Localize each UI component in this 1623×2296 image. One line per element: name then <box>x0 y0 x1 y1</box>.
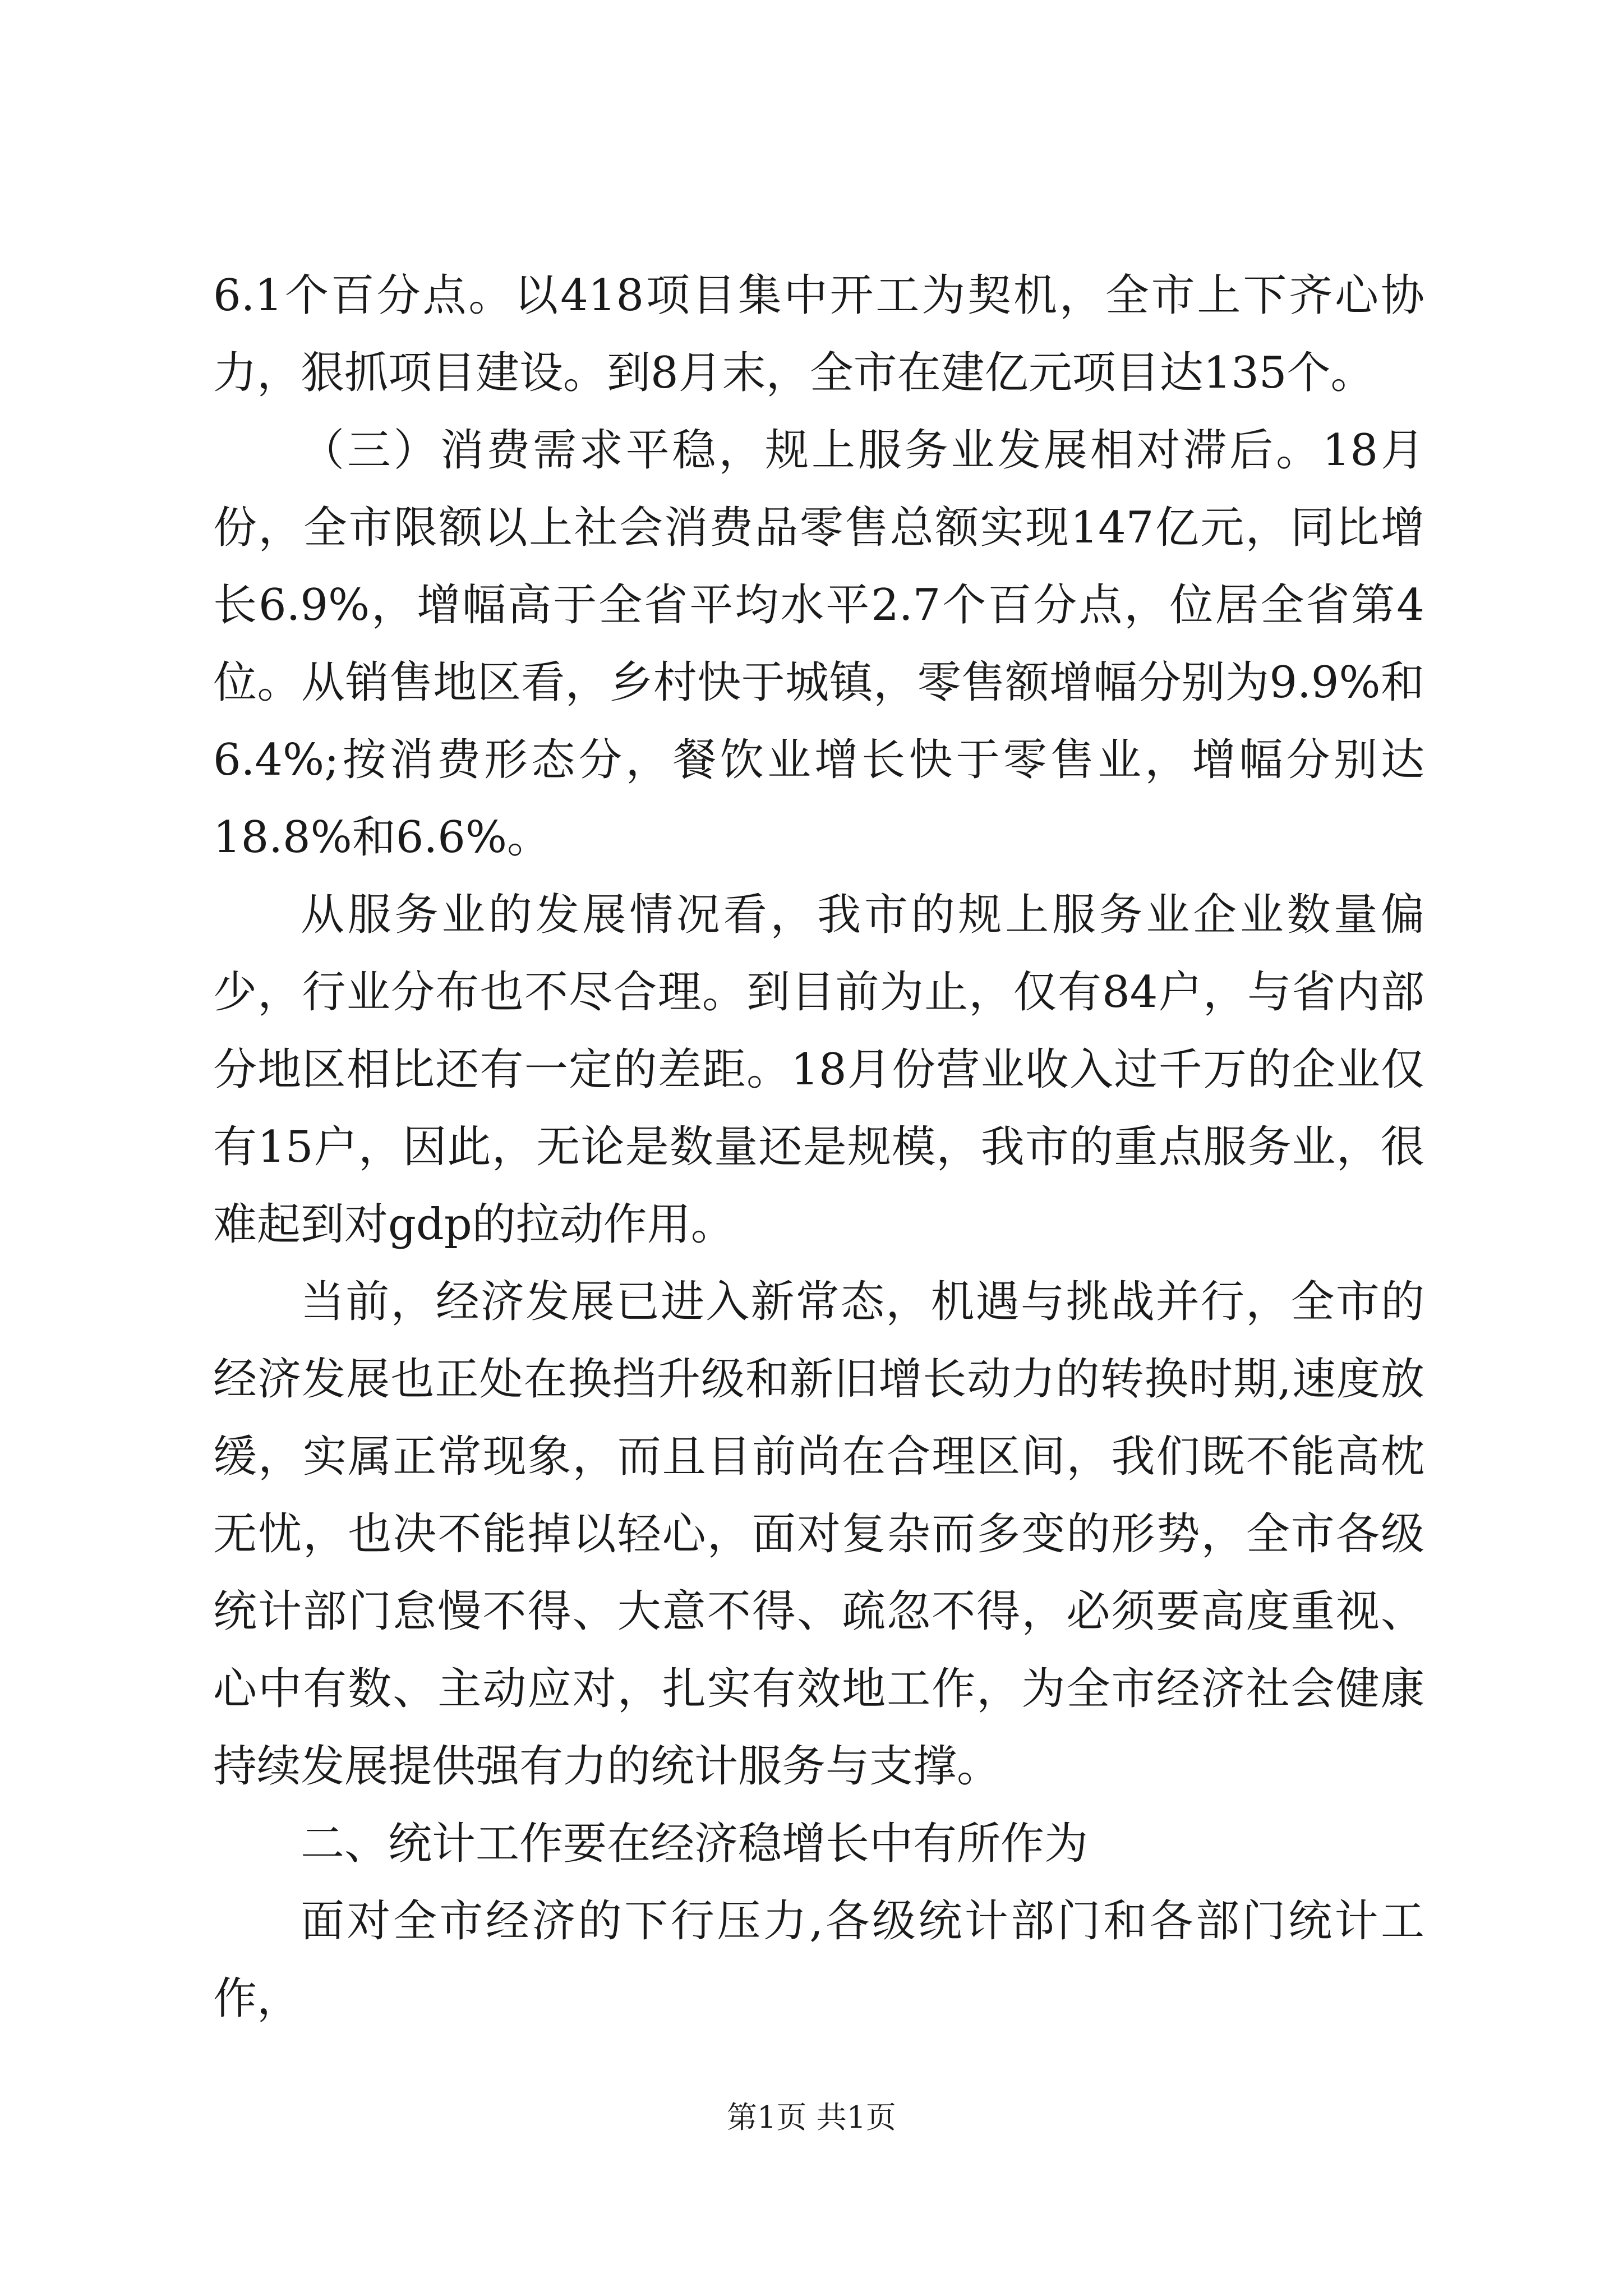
paragraph-3: 从服务业的发展情况看，我市的规上服务业企业数量偏少，行业分布也不尽合理。到目前为止，仅有84户，与省内部分地区相比还有一定的差距。18月份营业收入过千万的企业仅有15户，因此，无论是数量还是规模，我市的重点服务业，很难起到对gdp的拉动作用。 <box>213 890 1424 1250</box>
page-footer: 第1页 共1页 <box>727 2100 896 2135</box>
document-body <box>213 257 1424 2037</box>
paragraph-2: （三）消费需求平稳，规上服务业发展相对滞后。18月份，全市限额以上社会消费品零售总额实现147亿元，同比增长6.9%，增幅高于全省平均水平2.7个百分点，位居全省第4位。从销售地区看，乡村快于城镇，零售额增幅分别为9.9%和6.4%;按消费形态分，餐饮业增长快于零售业，增幅分别达18.8%和6.6%。 <box>213 425 1424 863</box>
section-heading: 二、统计工作要在经济稳增长中有所作为 <box>301 1819 1089 1869</box>
paragraph-5: 面对全市经济的下行压力,各级统计部门和各部门统计工作， <box>213 1896 1424 2024</box>
paragraph-1: 6.1个百分点。以418项目集中开工为契机，全市上下齐心协力，狠抓项目建设。到8月末，全市在建亿元项目达135个。 <box>213 270 1424 398</box>
paragraph-4: 当前，经济发展已进入新常态，机遇与挑战并行，全市的经济发展也正处在换挡升级和新旧增长动力的转换时期,速度放缓，实属正常现象，而且目前尚在合理区间，我们既不能高枕无忧，也决不能掉以轻心，面对复杂而多变的形势，全市各级统计部门怠慢不得、大意不得、疏忽不得，必须要高度重视、心中有数、主动应对，扎实有效地工作，为全市经济社会健康持续发展提供强有力的统计服务与支撑。 <box>213 1277 1424 1792</box>
